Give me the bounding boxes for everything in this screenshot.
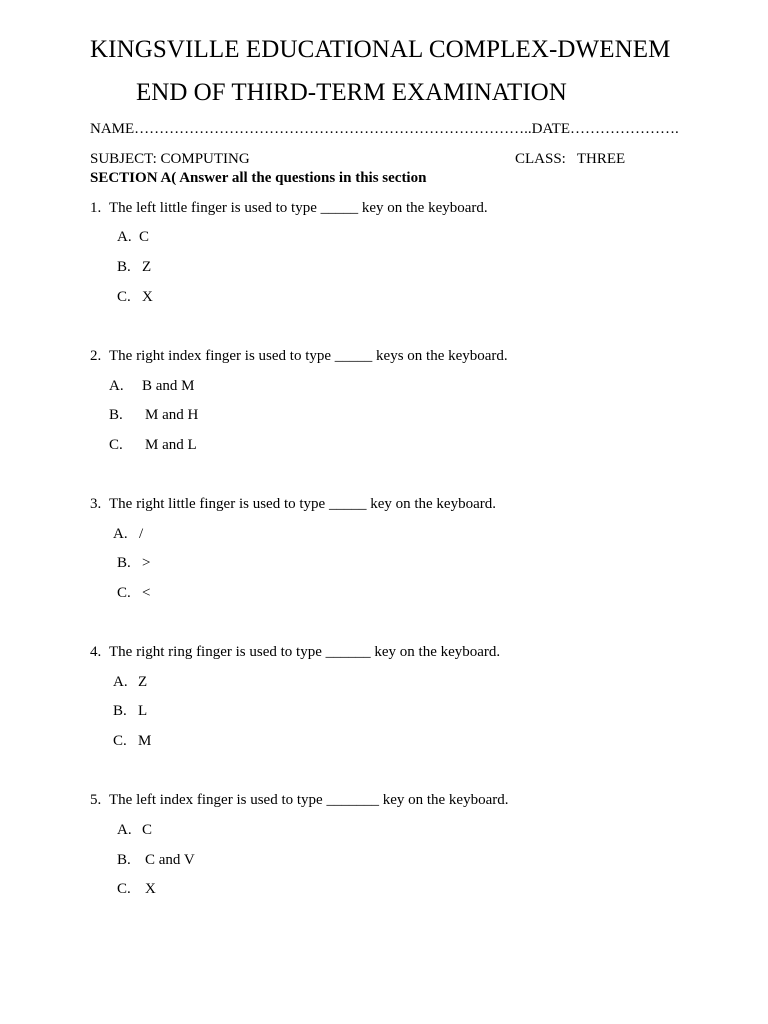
question-text: The right little finger is used to type _____ key on the keyboard. [109,496,496,512]
option-letter: B. [117,852,131,868]
option-2c [109,437,197,454]
question-number: 2. [90,348,102,364]
option-3a [113,526,143,543]
option-1c [117,289,153,306]
question-number: 5. [90,792,102,808]
option-text: M and L [145,437,197,453]
question-4 [90,644,500,661]
question-text: The right index finger is used to type _____ keys on the keyboard. [109,348,508,364]
option-letter: C. [113,733,127,749]
question-text: The left little finger is used to type _____ key on the keyboard. [109,200,488,216]
option-text: X [142,289,153,305]
question-text: The left index finger is used to type _______ key on the keyboard. [109,792,509,808]
option-5c [117,881,156,898]
option-text: M [138,733,152,749]
class-label: CLASS: THREE [515,151,626,167]
option-4a [113,674,147,691]
option-5a [117,822,152,839]
option-2a [109,378,195,395]
question-number: 4. [90,644,102,660]
option-letter: C. [117,881,131,897]
option-letter: A. [109,378,124,394]
option-text: C [139,229,150,245]
option-4b [113,703,147,720]
option-letter: C. [117,289,131,305]
school-name: KINGSVILLE EDUCATIONAL COMPLEX-DWENEM [90,36,671,63]
option-2b [109,407,198,424]
option-4c [113,733,151,750]
question-number: 1. [90,200,102,216]
option-text: B and M [142,378,195,394]
option-text: / [139,526,144,542]
option-text: C and V [145,852,195,868]
option-letter: A. [117,822,132,838]
name-date-line: NAME……………………………………………………………………..DATE…………………. [90,121,679,137]
option-3b [117,555,150,572]
question-5 [90,792,509,809]
option-letter: C. [117,585,131,601]
option-text: X [145,881,156,897]
subject-label: SUBJECT: COMPUTING [90,151,250,167]
option-text: < [142,585,151,601]
option-text: > [142,555,151,571]
option-1a [117,229,149,246]
option-letter: B. [109,407,123,423]
question-3 [90,496,496,513]
option-text: M and H [145,407,199,423]
option-letter: B. [117,555,131,571]
exam-title: END OF THIRD-TERM EXAMINATION [136,79,567,106]
option-letter: A. [117,229,132,245]
option-letter: B. [113,703,127,719]
option-1b [117,259,151,276]
question-text: The right ring finger is used to type ______ key on the keyboard. [109,644,501,660]
question-2 [90,348,508,365]
option-letter: C. [109,437,123,453]
option-5b [117,852,195,869]
option-letter: B. [117,259,131,275]
question-1 [90,200,488,217]
option-text: L [138,703,148,719]
option-text: C [142,822,153,838]
section-heading: SECTION A( Answer all the questions in this section [90,170,427,186]
question-number: 3. [90,496,102,512]
option-letter: A. [113,526,128,542]
option-text: Z [138,674,148,690]
option-3c [117,585,150,602]
option-text: Z [142,259,152,275]
option-letter: A. [113,674,128,690]
